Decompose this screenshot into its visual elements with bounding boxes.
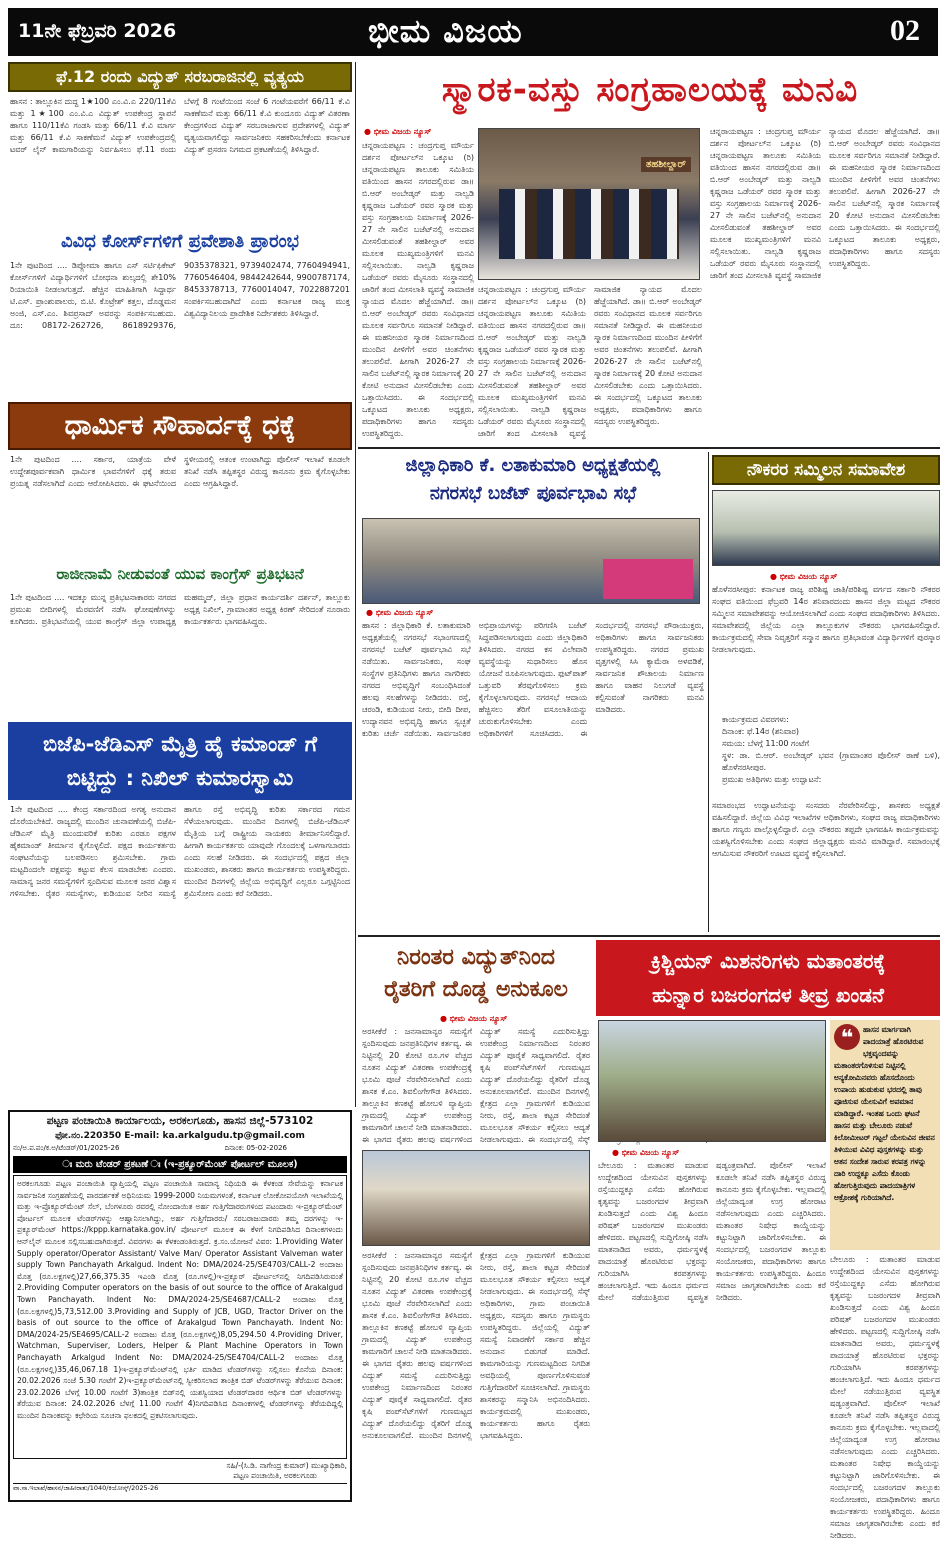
byline: ● ಭೀಮ ವಿಜಯ ನ್ಯೂಸ್	[366, 608, 433, 618]
tender-office: ಪಟ್ಟಣ ಪಂಚಾಯಿತಿ ಕಾರ್ಯಾಲಯ, ಅರಕಲಗೂಡು, ಹಾಸನ ಜಿಲ್ಲೆ-573102	[46, 1115, 314, 1127]
event-details: ಕಾರ್ಯಕ್ರಮದ ವಿವರಗಳು: ದಿನಾಂಕ: ಫೆ.14ರ (ಶನಿವಾರ) ಸಮಯ: ಬೆಳಗ್ಗೆ 11:00 ಗಂಟೆಗೆ ಸ್ಥಳ: ಡಾ. ಬಿ.ಆರ್. ಅಂಬೇಡ್ಕರ್ ಭವನ (ಗ್ರಾಮಾಂತರ ಪೊಲೀಸ್ ಠಾಣೆ ಬಳಿ), ಹೊಳೆನರಸೀಪುರ. ಪ್ರಮುಖ ಅತಿಥಿಗಳು ಮತ್ತು ಉದ್ಘಾಟನೆ:	[722, 715, 940, 784]
article-protest-body: 1ನೇ ಪುಟದಿಂದ .... ಇದಕ್ಕೂ ಮುನ್ನ ಪ್ರತಿಭಟನಾಕಾರರು ನಗರದ ಪ್ರಮುಖ ಬೀದಿಗಳಲ್ಲಿ ಮೆರವಣಿಗೆ ನಡೆಸಿ ಘೋಷಣೆಗಳನ್ನು ಕೂಗಿದರು. ಪ್ರತಿಭಟನೆಯಲ್ಲಿ ಯುವ ಕಾಂಗ್ರೆಸ್ ಜಿಲ್ಲಾ ಉಪಾಧ್ಯಕ್ಷ ಮಹಮ್ಮದ್, ಜಿಲ್ಲಾ ಪ್ರಧಾನ ಕಾರ್ಯದರ್ಶಿ ದರ್ಶನ್, ತಾಲ್ಲೂಕು ಅಧ್ಯಕ್ಷ ನಿಖಿಲ್, ಗ್ರಾಮಾಂತರ ಅಧ್ಯಕ್ಷ ಕಿರಣ್ ಸೇರಿದಂತೆ ನೂರಾರು ಕಾರ್ಯಕರ್ತರು ಭಾಗವಹಿಸಿದ್ದರು.	[10, 593, 350, 626]
headline-museum: ಸ್ಮಾರಕ-ವಸ್ತು ಸಂಗ್ರಹಾಲಯಕ್ಕೆ ಮನವಿ	[441, 70, 859, 110]
article-power-cut-body: ಹಾಸನ : ತಾಲ್ಲೂಕಿನ ದುದ್ದ 1★100 ಎಂ.ವಿ.ಎ 220/11ಕೆವಿ ಮತ್ತು 1★100 ಎಂ.ವಿ.ಎ ವಿದ್ಯುತ್ ಉಪಕೇಂದ್ರ ಸ್ಥಾಪನೆ ಹಾಗೂ 110/11ಕೆವಿ ಗಂಡಸಿ ಮತ್ತು 66/11 ಕೆ.ವಿ ಮಾರ್ಗ ಮತ್ತು 66/11 ಕೆ.ವಿ ಸಾಕಣೆಮನೆ ವಿದ್ಯುತ್ ಉಪಕೇಂದ್ರದಲ್ಲಿ ಟವರ್ ಲೈನ್ ಕಾಮಗಾರಿಯನ್ನು ನಿರ್ವಹಿಸಲು ಫೆ.11 ರಂದು ಬೆಳಗ್ಗೆ 8 ಗಂಟೆಯಿಂದ ಸಂಜೆ 6 ಗಂಟೆಯವರೆಗೆ 66/11 ಕೆ.ವಿ ಸಾಕಣೆಮನೆ ಮತ್ತು 66/11 ಕೆ.ವಿ ಕುಂದೂರು ವಿದ್ಯುತ್ ವಿತರಣಾ ಕೇಂದ್ರಗಳಿಂದ ವಿದ್ಯುತ್ ಸರಬರಾಜಾಗುವ ಪ್ರದೇಶಗಳಲ್ಲಿ ವಿದ್ಯುತ್ ವ್ಯತ್ಯಯವಾಗಲಿದ್ದು ಸಾರ್ವಜನಿಕರು ಸಹಕರಿಸಬೇಕೆಂದು ಕರ್ನಾಟಕ ವಿದ್ಯುತ್ ಪ್ರಸರಣ ನಿಗಮದ ಪ್ರಕಟಣೆಯಲ್ಲಿ ತಿಳಿಸಿದ್ದಾರೆ.	[10, 97, 350, 154]
quote-box: ❝ ಹಾಸನ ಮಾರ್ಗವಾಗಿ ಪಾದಯಾತ್ರೆ ಹೊರಟಿರುವ ಭಕ್ತವೃಂದವನ್ನು ಮತಾಂತರಗೊಳಿಸುವ ನಿಟ್ಟಿನಲ್ಲಿ ಅನ್ಯಕೋಮಿನವರು ಹೊಸದೊಂದು ಉಪಾಯ ಹುಡುಕುವ ಭರದಲ್ಲಿ ತಾವು ಪೂಜಿಸುವ ಯೇಸುವಿಗೆ ಅಪಮಾನ ಮಾಡಿದ್ದಾರೆ. ಇಂತಹ ಒಂದು ಘಟನೆ ಹಾಸನ ಮತ್ತು ಬೇಲೂರು ನಡುವೆ ಕಿಲೋಮೀಟರ್ ಗಟ್ಟಲೆ ಯೇಸುವಿನ ಜೀವನ ತಿಳಿಯುವ ವಿವಿಧ ಪುಸ್ತಕಗಳನ್ನು ಮತ್ತು ಆತನ ಸಂದೇಶ ಸಾರುವ ಕರಪತ್ರ ಗಳನ್ನು ದಾರಿ ಉದ್ದಕ್ಕೂ ಎಸೆದು ಕೊಂಡು ಹೋಗುತ್ತಿರುವುದು ಪಾದಯಾತ್ರಿಗಳ ಆಕ್ರೋಶಕ್ಕೆ ಗುರಿಯಾಗಿದೆ.	[830, 1020, 940, 1250]
headline-protest: ರಾಜೀನಾಮೆ ನೀಡುವಂತೆ ಯುವ ಕಾಂಗ್ರೆಸ್ ಪ್ರತಿಭಟನೆ	[56, 565, 304, 583]
tender-footer: ವಾ.ಸಾ.ಇಲಾಖೆ/ಹಾಸನ/ಜಾಹೀರಾತು/1040/ಕಿಯೋಸ್ಕ್/2025-26	[13, 1483, 347, 1493]
article-employees-body: ಹೊಳೆನರಸೀಪುರ: ಕರ್ನಾಟಕ ರಾಜ್ಯ ಪರಿಶಿಷ್ಟ ಜಾತಿ/ಪರಿಶಿಷ್ಟ ವರ್ಗದ ಸರ್ಕಾರಿ ನೌಕರರ ಸಂಘದ ವತಿಯಿಂದ ಫೆಬ್ರವರಿ 14ರ ಶನಿವಾರದಂದು ಹಾಸನ ಜಿಲ್ಲಾ ಮಟ್ಟದ ನೌಕರರ ಸಮ್ಮಿಲನ ಸಮಾವೇಶವನ್ನು ಆಯೋಜಿಸಲಾಗಿದೆ ಎಂದು ಸಂಘದ ಪದಾಧಿಕಾರಿಗಳು ತಿಳಿಸಿದರು. ಸಮಾವೇಶದಲ್ಲಿ ಜಿಲ್ಲೆಯ ಎಲ್ಲಾ ತಾಲ್ಲೂಕುಗಳ ನೌಕರರು ಭಾಗವಹಿಸಲಿದ್ದಾರೆ. ಕಾರ್ಯಕ್ರಮದಲ್ಲಿ ಸೇವಾ ನಿವೃತ್ತರಿಗೆ ಸನ್ಮಾನ ಹಾಗೂ ಪ್ರತಿಭಾವಂತ ವಿದ್ಯಾರ್ಥಿಗಳಿಗೆ ಪುರಸ್ಕಾರ ನೀಡಲಾಗುವುದು.	[712, 585, 940, 654]
article-alliance-body: 1ನೇ ಪುಟದಿಂದ .... ಕೇಂದ್ರ ಸರ್ಕಾರದಿಂದ ಅಗತ್ಯ ಅನುದಾನ ದೊರೆಯಬೇಕಿದೆ. ರಾಜ್ಯದಲ್ಲಿ ಮುಂದಿನ ಚುನಾವಣೆಯಲ್ಲಿ ಬಿಜೆಪಿ-ಜೆಡಿಎಸ್ ಮೈತ್ರಿ ಮುಂದುವರಿಕೆ ಕುರಿತು ಎರಡೂ ಪಕ್ಷಗಳ ಹೈಕಮಾಂಡ್ ತೀರ್ಮಾನ ಕೈಗೊಳ್ಳಲಿದೆ. ಪಕ್ಷದ ಕಾರ್ಯಕರ್ತರು ಸಂಘಟನೆಯನ್ನು ಬಲಪಡಿಸಲು ಶ್ರಮಿಸಬೇಕು. ಗ್ರಾಮ ಮಟ್ಟದಿಂದಲೇ ಪಕ್ಷವನ್ನು ಕಟ್ಟುವ ಕೆಲಸ ಮಾಡಬೇಕು ಎಂದರು. ಸಾಮಾನ್ಯ ಜನರ ಸಮಸ್ಯೆಗಳಿಗೆ ಸ್ಪಂದಿಸುವ ಮೂಲಕ ಜನರ ವಿಶ್ವಾಸ ಗಳಿಸಬೇಕು. ರೈತರ ಸಮಸ್ಯೆಗಳು, ಕುಡಿಯುವ ನೀರಿನ ಸಮಸ್ಯೆ ಹಾಗೂ ರಸ್ತೆ ಅಭಿವೃದ್ಧಿ ಕುರಿತು ಸರ್ಕಾರದ ಗಮನ ಸೆಳೆಯಲಾಗುವುದು. ಮುಂದಿನ ದಿನಗಳಲ್ಲಿ ಬಿಜೆಪಿ-ಜೆಡಿಎಸ್ ಮೈತ್ರಿಯ ಬಗ್ಗೆ ರಾಷ್ಟ್ರೀಯ ನಾಯಕರು ತೀರ್ಮಾನಿಸಲಿದ್ದಾರೆ. ಹೀಗಾಗಿ ಕಾರ್ಯಕರ್ತರು ಯಾವುದೇ ಗೊಂದಲಕ್ಕೆ ಒಳಗಾಗಬಾರದು ಎಂದು ಸಲಹೆ ನೀಡಿದರು. ಈ ಸಂದರ್ಭದಲ್ಲಿ ಪಕ್ಷದ ಜಿಲ್ಲಾ ಮುಖಂಡರು, ಶಾಸಕರು ಹಾಗೂ ಕಾರ್ಯಕರ್ತರು ಉಪಸ್ಥಿತರಿದ್ದರು. ಮುಂದಿನ ದಿನಗಳಲ್ಲಿ ಜಿಲ್ಲೆಯ ಅಭಿವೃದ್ಧಿಗೆ ಎಲ್ಲರೂ ಒಗ್ಗಟ್ಟಿನಿಂದ ಶ್ರಮಿಸೋಣ ಎಂದು ಕರೆ ನೀಡಿದರು.	[10, 805, 350, 898]
issue-date: 11ನೇ ಫೆಬ್ರವರಿ 2026	[18, 20, 177, 42]
tender-notice	[8, 1110, 352, 1502]
byline: ● ಭೀಮ ವಿಜಯ ನ್ಯೂಸ್	[770, 572, 837, 582]
column-divider	[708, 452, 709, 932]
photo-electricity-event	[362, 1150, 590, 1246]
headline-electricity: ನಿರಂತರ ವಿದ್ಯುತ್‌ನಿಂದ ರೈತರಿಗೆ ದೊಡ್ಡ ಅನುಕೂಲ	[384, 945, 568, 1002]
headline-alliance: ಬಿಜೆಪಿ-ಜೆಡಿಎಸ್ ಮೈತ್ರಿ ಹೈ ಕಮಾಂಡ್ ಗೆ ಬಿಟ್ಟಿದ್ದು : ನಿಖಿಲ್ ಕುಮಾರಸ್ವಾಮಿ	[8, 722, 352, 800]
newspaper-logo: ಭೀಮ ವಿಜಯ	[368, 12, 523, 50]
tender-contact: ಫೋ.ನಂ.220350 E-mail: ka.arkalgudu.tp@gmail.com	[55, 1131, 305, 1141]
article-budget-body: ಹಾಸನ : ಜಿಲ್ಲಾಧಿಕಾರಿ ಕೆ. ಲತಾಕುಮಾರಿ ಅಧ್ಯಕ್ಷತೆಯಲ್ಲಿ ನಗರಸಭೆ ಸಭಾಂಗಣದಲ್ಲಿ ನಗರಸಭೆ ಬಜೆಟ್ ಪೂರ್ವಭಾವಿ ಸಭೆ ನಡೆಯಿತು. ಸಾರ್ವಜನಿಕರು, ಸಂಘ ಸಂಸ್ಥೆಗಳ ಪ್ರತಿನಿಧಿಗಳು ಹಾಗೂ ನಾಗರಿಕರು ನಗರದ ಅಭಿವೃದ್ಧಿಗೆ ಸಂಬಂಧಿಸಿದಂತೆ ಹಲವು ಸಲಹೆಗಳನ್ನು ನೀಡಿದರು. ರಸ್ತೆ, ಚರಂಡಿ, ಕುಡಿಯುವ ನೀರು, ಬೀದಿ ದೀಪ, ಉದ್ಯಾನವನ ಅಭಿವೃದ್ಧಿ ಹಾಗೂ ಸ್ವಚ್ಛತೆ ಕುರಿತು ಚರ್ಚೆ ನಡೆಯಿತು. ಸಾರ್ವಜನಿಕರ ಅಭಿಪ್ರಾಯಗಳನ್ನು ಪರಿಗಣಿಸಿ ಬಜೆಟ್ ಸಿದ್ಧಪಡಿಸಲಾಗುವುದು ಎಂದು ಜಿಲ್ಲಾಧಿಕಾರಿ ತಿಳಿಸಿದರು. ನಗರದ ಕಸ ವಿಲೇವಾರಿ ವ್ಯವಸ್ಥೆಯನ್ನು ಸುಧಾರಿಸಲು ಹೊಸ ಯೋಜನೆ ರೂಪಿಸಲಾಗುವುದು. ಫುಟ್‌ಪಾತ್ ಒತ್ತುವರಿ ತೆರವುಗೊಳಿಸಲು ಕ್ರಮ ಕೈಗೊಳ್ಳಲಾಗುವುದು. ನಗರಸಭೆ ಆದಾಯ ಹೆಚ್ಚಿಸಲು ತೆರಿಗೆ ವಸೂಲಾತಿಯನ್ನು ಚುರುಕುಗೊಳಿಸಬೇಕು ಎಂದು ಅಧಿಕಾರಿಗಳಿಗೆ ಸೂಚಿಸಿದರು. ಈ ಸಂದರ್ಭದಲ್ಲಿ ನಗರಸಭೆ ಪೌರಾಯುಕ್ತರು, ಅಧಿಕಾರಿಗಳು ಹಾಗೂ ಸಾರ್ವಜನಿಕರು ಉಪಸ್ಥಿತರಿದ್ದರು. ನಗರದ ಪ್ರಮುಖ ವೃತ್ತಗಳಲ್ಲಿ ಸಿಸಿ ಕ್ಯಾಮೆರಾ ಅಳವಡಿಕೆ, ಸಾರ್ವಜನಿಕ ಶೌಚಾಲಯ ನಿರ್ಮಾಣ ಹಾಗೂ ವಾಹನ ನಿಲುಗಡೆ ವ್ಯವಸ್ಥೆ ಕಲ್ಪಿಸುವಂತೆ ನಾಗರಿಕರು ಮನವಿ ಮಾಡಿದರು.	[362, 621, 704, 738]
article-museum-body-cont: ಚನ್ನರಾಯಪಟ್ಟಣ : ಚಂದ್ರಗುಪ್ತ ಮೌರ್ಯ ದರ್ಶನ ಪೋರ್ಟಲ್‌ನ ಒಕ್ಕೂಟ (ರಿ) ಚನ್ನರಾಯಪಟ್ಟಣ ತಾಲೂಕು ಸಮಿತಿಯ ವತಿಯಿಂದ ಹಾಸನ ನಗರದಲ್ಲಿರುವ ಡಾ॥ ಬಿ.ಆರ್ ಅಂಬೇಡ್ಕರ್ ಮತ್ತು ನಾಲ್ವಡಿ ಕೃಷ್ಣರಾಜ ಒಡೆಯರ್ ರವರ ಸ್ಮಾರಕ ಮತ್ತು ವಸ್ತು ಸಂಗ್ರಹಾಲಯ ನಿರ್ಮಾಣಕ್ಕೆ 2026-27 ನೇ ಸಾಲಿನ ಬಜೆಟ್‌ನಲ್ಲಿ ಅನುದಾನ ಮೀಸಲಿಡುವಂತೆ ತಹಶೀಲ್ದಾರ್ ಅವರ ಮೂಲಕ ಮುಖ್ಯಮಂತ್ರಿಗಳಿಗೆ ಮನವಿ ಸಲ್ಲಿಸಲಾಯಿತು. ನಾಲ್ವಡಿ ಕೃಷ್ಣರಾಜ ಒಡೆಯರ್ ರವರು ಮೈಸೂರು ಸಂಸ್ಥಾನದಲ್ಲಿ ಜಾರಿಗೆ ತಂದ ಮೀಸಲಾತಿ ವ್ಯವಸ್ಥೆ ಸಾಮಾಜಿಕ ನ್ಯಾಯದ ಮೊದಲ ಹೆಜ್ಜೆಯಾಗಿದೆ. ಡಾ॥ ಬಿ.ಆರ್ ಅಂಬೇಡ್ಕರ್ ರವರು ಸಂವಿಧಾನದ ಮೂಲಕ ಸರ್ವರಿಗೂ ಸಮಾನತೆ ನೀಡಿದ್ದಾರೆ. ಈ ಮಹನೀಯರ ಸ್ಮಾರಕ ನಿರ್ಮಾಣದಿಂದ ಮುಂದಿನ ಪೀಳಿಗೆಗೆ ಅವರ ಚಿಂತನೆಗಳು ತಲುಪಲಿವೆ. ಹೀಗಾಗಿ 2026-27 ನೇ ಸಾಲಿನ ಬಜೆಟ್‌ನಲ್ಲಿ ಸ್ಮಾರಕ ನಿರ್ಮಾಣಕ್ಕೆ 20 ಕೋಟಿ ಅನುದಾನ ಮೀಸಲಿಡಬೇಕು ಎಂದು ಒತ್ತಾಯಿಸಿದರು. ಈ ಸಂದರ್ಭದಲ್ಲಿ ಒಕ್ಕೂಟದ ತಾಲೂಕು ಅಧ್ಯಕ್ಷರು, ಪದಾಧಿಕಾರಿಗಳು ಹಾಗೂ ಸದಸ್ಯರು ಉಪಸ್ಥಿತರಿದ್ದರು.	[478, 285, 702, 438]
photo-conversion-protest	[598, 1020, 826, 1142]
tender-title: ಃ ಮರು ಟೆಂಡರ್ ಪ್ರಕಟಣೆ ಃ (ಇ-ಪ್ರಕ್ಯೂರ್‌ಮೆಂಟ್ ಪೋರ್ಟಲ್ ಮೂಲಕ)	[13, 1156, 347, 1173]
article-courses-body: 1ನೇ ಪುಟದಿಂದ .... ಡಿಪ್ಲೋಮಾ ಹಾಗೂ ಎಸ್ ಸರ್ಟಿಫಿಕೇಟ್ ಕೋರ್ಸ್‌ಗಳಿಗೆ ವಿದ್ಯಾರ್ಥಿಗಳಿಗೆ ಬೋಧನಾ ಶುಲ್ಕದಲ್ಲಿ ಶೇ10% ರಿಯಾಯಿತಿ ನೀಡಲಾಗುತ್ತದೆ. ಹೆಚ್ಚಿನ ಮಾಹಿತಿಗಾಗಿ ಸಿದ್ದಾರ್ಥ ಟಿ.ಎಸ್. ಪ್ರಾಂಶುಪಾಲರು, ಬಿ.ಟಿ. ಕೊಟ್ರೇಶ್ ಕತ್ತಲ, ದೊಡ್ಡಮನ ಅಂಜಿ, ಎಸ್.ಎಂ. ಶಿವಪ್ರಸಾದ್ ಅವರನ್ನು ಸಂಪರ್ಕಿಸಬಹುದು. ದೂ: 08172-262726, 8618929376, 9035378321, 9739402474, 7760494941, 7760546404, 9844242644, 9900787174, 8453378713, 7760014047, 7022887201 ಸಂಪರ್ಕಿಸಬಹುದಾಗಿದೆ ಎಂದು ಕರ್ನಾಟಕ ರಾಜ್ಯ ಮುಕ್ತ ವಿಶ್ವವಿದ್ಯಾನಿಲಯ ಪ್ರಾದೇಶಿಕ ನಿರ್ದೇಶಕರು ತಿಳಿಸಿದ್ದಾರೆ.	[10, 261, 350, 330]
tender-signature-office: ಪಟ್ಟಣ ಪಂಚಾಯಿತಿ, ಅರಕಲಗೂಡು	[233, 1471, 317, 1480]
headline-power-cut: ಫೆ.12 ರಂದು ವಿದ್ಯುತ್ ಸರಬರಾಜಿನಲ್ಲಿ ವ್ಯತ್ಯಯ	[8, 62, 352, 92]
tender-signature: ಸಹಿ/-(ಸಿ.ಡಿ. ನಾಗೇಂದ್ರ ಕುಮಾರ್) ಮುಖ್ಯಾಧಿಕಾರಿ,	[226, 1461, 347, 1470]
headline-conversion: ಕ್ರಿಶ್ಚಿಯನ್ ಮಿಶನರಿಗಳು ಮತಾಂತರಕ್ಕೆ ಹುನ್ನಾರ ಬಜರಂಗದಳ ತೀವ್ರ ಖಂಡನೆ	[596, 940, 940, 1016]
section-divider	[358, 447, 940, 449]
page-number: 02	[890, 14, 920, 47]
article-conversion-body: ಬೇಲೂರು : ಮತಾಂತರ ಮಾಡುವ ಉದ್ದೇಶದಿಂದ ಯೇಸುವಿನ ಪುಸ್ತಕಗಳನ್ನು ರಸ್ತೆಯುದ್ದಕ್ಕೂ ಎಸೆದು ಹೋಗಿರುವ ಕೃತ್ಯವನ್ನು ಬಜರಂಗದಳ ತೀವ್ರವಾಗಿ ಖಂಡಿಸುತ್ತದೆ ಎಂದು ವಿಶ್ವ ಹಿಂದೂ ಪರಿಷತ್ ಬಜರಂಗದಳ ಮುಖಂಡರು ಹೇಳಿದರು. ಪಟ್ಟಣದಲ್ಲಿ ಸುದ್ದಿಗೋಷ್ಠಿ ನಡೆಸಿ ಮಾತನಾಡಿದ ಅವರು, ಧರ್ಮಸ್ಥಳಕ್ಕೆ ಪಾದಯಾತ್ರೆ ಹೊರಟಿರುವ ಭಕ್ತರನ್ನು ಗುರಿಯಾಗಿಸಿ ಕರಪತ್ರಗಳನ್ನು ಹಂಚಲಾಗುತ್ತಿದೆ. ಇದು ಹಿಂದೂ ಧರ್ಮದ ಮೇಲೆ ನಡೆಯುತ್ತಿರುವ ವ್ಯವಸ್ಥಿತ ಷಡ್ಯಂತ್ರವಾಗಿದೆ. ಪೊಲೀಸ್ ಇಲಾಖೆ ಕೂಡಲೇ ತನಿಖೆ ನಡೆಸಿ ತಪ್ಪಿತಸ್ಥರ ವಿರುದ್ಧ ಕಾನೂನು ಕ್ರಮ ಕೈಗೊಳ್ಳಬೇಕು. ಇಲ್ಲವಾದಲ್ಲಿ ಜಿಲ್ಲೆಯಾದ್ಯಂತ ಉಗ್ರ ಹೋರಾಟ ನಡೆಸಲಾಗುವುದು ಎಂದು ಎಚ್ಚರಿಸಿದರು. ಮತಾಂತರ ನಿಷೇಧ ಕಾಯ್ದೆಯನ್ನು ಕಟ್ಟುನಿಟ್ಟಾಗಿ ಜಾರಿಗೊಳಿಸಬೇಕು. ಈ ಸಂದರ್ಭದಲ್ಲಿ ಬಜರಂಗದಳ ತಾಲ್ಲೂಕು ಸಂಯೋಜಕರು, ಪದಾಧಿಕಾರಿಗಳು ಹಾಗೂ ಕಾರ್ಯಕರ್ತರು ಉಪಸ್ಥಿತರಿದ್ದರು. ಹಿಂದೂ ಸಮಾಜ ಜಾಗೃತರಾಗಿರಬೇಕು ಎಂದು ಕರೆ ನೀಡಿದರು.	[598, 1161, 826, 1302]
byline: ● ಭೀಮ ವಿಜಯ ನ್ಯೂಸ್	[612, 1148, 679, 1158]
headline-harmony: ಧಾರ್ಮಿಕ ಸೌಹಾರ್ದಕ್ಕೆ ಧಕ್ಕೆ	[8, 402, 352, 450]
article-conversion-body-right: ಬೇಲೂರು : ಮತಾಂತರ ಮಾಡುವ ಉದ್ದೇಶದಿಂದ ಯೇಸುವಿನ ಪುಸ್ತಕಗಳನ್ನು ರಸ್ತೆಯುದ್ದಕ್ಕೂ ಎಸೆದು ಹೋಗಿರುವ ಕೃತ್ಯವನ್ನು ಬಜರಂಗದಳ ತೀವ್ರವಾಗಿ ಖಂಡಿಸುತ್ತದೆ ಎಂದು ವಿಶ್ವ ಹಿಂದೂ ಪರಿಷತ್ ಬಜರಂಗದಳ ಮುಖಂಡರು ಹೇಳಿದರು. ಪಟ್ಟಣದಲ್ಲಿ ಸುದ್ದಿಗೋಷ್ಠಿ ನಡೆಸಿ ಮಾತನಾಡಿದ ಅವರು, ಧರ್ಮಸ್ಥಳಕ್ಕೆ ಪಾದಯಾತ್ರೆ ಹೊರಟಿರುವ ಭಕ್ತರನ್ನು ಗುರಿಯಾಗಿಸಿ ಕರಪತ್ರಗಳನ್ನು ಹಂಚಲಾಗುತ್ತಿದೆ. ಇದು ಹಿಂದೂ ಧರ್ಮದ ಮೇಲೆ ನಡೆಯುತ್ತಿರುವ ವ್ಯವಸ್ಥಿತ ಷಡ್ಯಂತ್ರವಾಗಿದೆ. ಪೊಲೀಸ್ ಇಲಾಖೆ ಕೂಡಲೇ ತನಿಖೆ ನಡೆಸಿ ತಪ್ಪಿತಸ್ಥರ ವಿರುದ್ಧ ಕಾನೂನು ಕ್ರಮ ಕೈಗೊಳ್ಳಬೇಕು. ಇಲ್ಲವಾದಲ್ಲಿ ಜಿಲ್ಲೆಯಾದ್ಯಂತ ಉಗ್ರ ಹೋರಾಟ ನಡೆಸಲಾಗುವುದು ಎಂದು ಎಚ್ಚರಿಸಿದರು. ಮತಾಂತರ ನಿಷೇಧ ಕಾಯ್ದೆಯನ್ನು ಕಟ್ಟುನಿಟ್ಟಾಗಿ ಜಾರಿಗೊಳಿಸಬೇಕು. ಈ ಸಂದರ್ಭದಲ್ಲಿ ಬಜರಂಗದಳ ತಾಲ್ಲೂಕು ಸಂಯೋಜಕರು, ಪದಾಧಿಕಾರಿಗಳು ಹಾಗೂ ಕಾರ್ಯಕರ್ತರು ಉಪಸ್ಥಿತರಿದ್ದರು. ಹಿಂದೂ ಸಮಾಜ ಜಾಗೃತರಾಗಿರಬೇಕು ಎಂದು ಕರೆ ನೀಡಿದರು.	[830, 1255, 940, 1540]
article-harmony-body: 1ನೇ ಪುಟದಿಂದ .... ಸರ್ಕಾರ, ಯಾತ್ರೆಯ ವೇಳೆ ಉದ್ದೇಶಪೂರ್ವಕವಾಗಿ ಧಾರ್ಮಿಕ ಭಾವನೆಗಳಿಗೆ ಧಕ್ಕೆ ತರುವ ಪ್ರಯತ್ನ ನಡೆಸಲಾಗಿದೆ ಎಂದು ಆರೋಪಿಸಿದರು. ಈ ಘಟನೆಯಿಂದ ಸ್ಥಳೀಯರಲ್ಲಿ ಆತಂಕ ಉಂಟಾಗಿದ್ದು ಪೊಲೀಸ್ ಇಲಾಖೆ ಕೂಡಲೇ ತನಿಖೆ ನಡೆಸಿ ತಪ್ಪಿತಸ್ಥರ ವಿರುದ್ಧ ಕಾನೂನು ಕ್ರಮ ಕೈಗೊಳ್ಳಬೇಕು ಎಂದು ಆಗ್ರಹಿಸಿದ್ದಾರೆ.	[10, 455, 350, 488]
photo-sign: ತಹಶೀಲ್ದಾರ್	[641, 157, 691, 172]
article-employees-body-cont: ಸಮಾರಂಭದ ಉದ್ಘಾಟನೆಯನ್ನು ಸಂಸದರು ನೆರವೇರಿಸಲಿದ್ದು, ಶಾಸಕರು ಅಧ್ಯಕ್ಷತೆ ವಹಿಸಲಿದ್ದಾರೆ. ಜಿಲ್ಲೆಯ ವಿವಿಧ ಇಲಾಖೆಗಳ ಅಧಿಕಾರಿಗಳು, ಸಂಘದ ರಾಜ್ಯ ಪದಾಧಿಕಾರಿಗಳು ಹಾಗೂ ಗಣ್ಯರು ಪಾಲ್ಗೊಳ್ಳಲಿದ್ದಾರೆ. ಎಲ್ಲಾ ನೌಕರರು ತಪ್ಪದೇ ಭಾಗವಹಿಸಿ ಕಾರ್ಯಕ್ರಮವನ್ನು ಯಶಸ್ವಿಗೊಳಿಸಬೇಕು ಎಂದು ಸಂಘದ ಜಿಲ್ಲಾಧ್ಯಕ್ಷರು ಮನವಿ ಮಾಡಿದ್ದಾರೆ. ಸಮಾರಂಭಕ್ಕೆ ಆಗಮಿಸುವ ನೌಕರರಿಗೆ ಊಟದ ವ್ಯವಸ್ಥೆ ಕಲ್ಪಿಸಲಾಗಿದೆ.	[712, 801, 940, 858]
quote-icon: ❝	[834, 1024, 860, 1050]
article-electricity-body: ಅರಸೀಕೆರೆ : ಜನಸಾಮಾನ್ಯರ ಸಮಸ್ಯೆಗೆ ಸ್ಪಂದಿಸುವುದು ಜನಪ್ರತಿನಿಧಿಗಳ ಕರ್ತವ್ಯ. ಈ ನಿಟ್ಟಿನಲ್ಲಿ 20 ಕೋಟಿ ರೂ.ಗಳ ವೆಚ್ಚದ ನೂತನ ವಿದ್ಯುತ್ ವಿತರಣಾ ಉಪಕೇಂದ್ರಕ್ಕೆ ಭೂಮಿ ಪೂಜೆ ನೆರವೇರಿಸಲಾಗಿದೆ ಎಂದು ಶಾಸಕ ಕೆ.ಎಂ. ಶಿವಲಿಂಗೇಗೌಡ ತಿಳಿಸಿದರು. ತಾಲ್ಲೂಕಿನ ಕಣಕಟ್ಟೆ ಹೋಬಳಿ ವ್ಯಾಪ್ತಿಯ ಗ್ರಾಮದಲ್ಲಿ ವಿದ್ಯುತ್ ಉಪಕೇಂದ್ರ ಕಾಮಗಾರಿಗೆ ಚಾಲನೆ ನೀಡಿ ಮಾತನಾಡಿದರು. ಈ ಭಾಗದ ರೈತರು ಹಲವು ವರ್ಷಗಳಿಂದ ವಿದ್ಯುತ್ ಸಮಸ್ಯೆ ಎದುರಿಸುತ್ತಿದ್ದು ಉಪಕೇಂದ್ರ ನಿರ್ಮಾಣದಿಂದ ನಿರಂತರ ವಿದ್ಯುತ್ ಪೂರೈಕೆ ಸಾಧ್ಯವಾಗಲಿದೆ. ರೈತರ ಕೃಷಿ ಪಂಪ್‌ಸೆಟ್‌ಗಳಿಗೆ ಗುಣಮಟ್ಟದ ವಿದ್ಯುತ್ ದೊರೆಯಲಿದ್ದು ರೈತರಿಗೆ ದೊಡ್ಡ ಅನುಕೂಲವಾಗಲಿದೆ. ಮುಂದಿನ ದಿನಗಳಲ್ಲಿ ಕ್ಷೇತ್ರದ ಎಲ್ಲಾ ಗ್ರಾಮಗಳಿಗೆ ಕುಡಿಯುವ ನೀರು, ರಸ್ತೆ, ಶಾಲಾ ಕಟ್ಟಡ ಸೇರಿದಂತೆ ಮೂಲಭೂತ ಸೌಕರ್ಯ ಕಲ್ಪಿಸಲು ಆದ್ಯತೆ ನೀಡಲಾಗುವುದು. ಈ ಸಂದರ್ಭದಲ್ಲಿ ಸೆಸ್ಕ್	[362, 1027, 590, 1144]
masthead	[8, 8, 938, 56]
article-museum-body: ಚನ್ನರಾಯಪಟ್ಟಣ : ಚಂದ್ರಗುಪ್ತ ಮೌರ್ಯ ದರ್ಶನ ಪೋರ್ಟಲ್‌ನ ಒಕ್ಕೂಟ (ರಿ) ಚನ್ನರಾಯಪಟ್ಟಣ ತಾಲೂಕು ಸಮಿತಿಯ ವತಿಯಿಂದ ಹಾಸನ ನಗರದಲ್ಲಿರುವ ಡಾ॥ ಬಿ.ಆರ್ ಅಂಬೇಡ್ಕರ್ ಮತ್ತು ನಾಲ್ವಡಿ ಕೃಷ್ಣರಾಜ ಒಡೆಯರ್ ರವರ ಸ್ಮಾರಕ ಮತ್ತು ವಸ್ತು ಸಂಗ್ರಹಾಲಯ ನಿರ್ಮಾಣಕ್ಕೆ 2026-27 ನೇ ಸಾಲಿನ ಬಜೆಟ್‌ನಲ್ಲಿ ಅನುದಾನ ಮೀಸಲಿಡುವಂತೆ ತಹಶೀಲ್ದಾರ್ ಅವರ ಮೂಲಕ ಮುಖ್ಯಮಂತ್ರಿಗಳಿಗೆ ಮನವಿ ಸಲ್ಲಿಸಲಾಯಿತು. ನಾಲ್ವಡಿ ಕೃಷ್ಣರಾಜ ಒಡೆಯರ್ ರವರು ಮೈಸೂರು ಸಂಸ್ಥಾನದಲ್ಲಿ ಜಾರಿಗೆ ತಂದ ಮೀಸಲಾತಿ ವ್ಯವಸ್ಥೆ ಸಾಮಾಜಿಕ ನ್ಯಾಯದ ಮೊದಲ ಹೆಜ್ಜೆಯಾಗಿದೆ. ಡಾ॥ ಬಿ.ಆರ್ ಅಂಬೇಡ್ಕರ್ ರವರು ಸಂವಿಧಾನದ ಮೂಲಕ ಸರ್ವರಿಗೂ ಸಮಾನತೆ ನೀಡಿದ್ದಾರೆ. ಈ ಮಹನೀಯರ ಸ್ಮಾರಕ ನಿರ್ಮಾಣದಿಂದ ಮುಂದಿನ ಪೀಳಿಗೆಗೆ ಅವರ ಚಿಂತನೆಗಳು ತಲುಪಲಿವೆ. ಹೀಗಾಗಿ 2026-27 ನೇ ಸಾಲಿನ ಬಜೆಟ್‌ನಲ್ಲಿ ಸ್ಮಾರಕ ನಿರ್ಮಾಣಕ್ಕೆ 20 ಕೋಟಿ ಅನುದಾನ ಮೀಸಲಿಡಬೇಕು ಎಂದು ಒತ್ತಾಯಿಸಿದರು. ಈ ಸಂದರ್ಭದಲ್ಲಿ ಒಕ್ಕೂಟದ ತಾಲೂಕು ಅಧ್ಯಕ್ಷರು, ಪದಾಧಿಕಾರಿಗಳು ಹಾಗೂ ಸದಸ್ಯರು ಉಪಸ್ಥಿತರಿದ್ದರು.	[362, 141, 474, 438]
tender-date: ದಿನಾಂಕ: 05-02-2026	[224, 1144, 287, 1152]
byline: ● ಭೀಮ ವಿಜಯ ನ್ಯೂಸ್	[364, 127, 431, 137]
byline: ● ಭೀಮ ವಿಜಯ ನ್ಯೂಸ್	[440, 1014, 507, 1024]
headline-employees: ನೌಕರರ ಸಮ್ಮಿಲನ ಸಮಾವೇಶ	[712, 455, 940, 485]
headline-budget: ಜಿಲ್ಲಾಧಿಕಾರಿ ಕೆ. ಲತಾಕುಮಾರಿ ಅಧ್ಯಕ್ಷತೆಯಲ್ಲಿ ನಗರಸಭೆ ಬಜೆಟ್ ಪೂರ್ವಭಾವಿ ಸಭೆ	[405, 455, 661, 504]
tender-ref: ನಂ/ಅ.ಪ.ಪಂ/ಕ.ಅ/ಟೆಂಡರ್/01/2025-26	[13, 1144, 120, 1152]
column-divider	[355, 62, 356, 1107]
photo-budget-meeting	[362, 518, 700, 604]
photo-museum-petition	[478, 128, 700, 280]
article-museum-body-right: ಚನ್ನರಾಯಪಟ್ಟಣ : ಚಂದ್ರಗುಪ್ತ ಮೌರ್ಯ ದರ್ಶನ ಪೋರ್ಟಲ್‌ನ ಒಕ್ಕೂಟ (ರಿ) ಚನ್ನರಾಯಪಟ್ಟಣ ತಾಲೂಕು ಸಮಿತಿಯ ವತಿಯಿಂದ ಹಾಸನ ನಗರದಲ್ಲಿರುವ ಡಾ॥ ಬಿ.ಆರ್ ಅಂಬೇಡ್ಕರ್ ಮತ್ತು ನಾಲ್ವಡಿ ಕೃಷ್ಣರಾಜ ಒಡೆಯರ್ ರವರ ಸ್ಮಾರಕ ಮತ್ತು ವಸ್ತು ಸಂಗ್ರಹಾಲಯ ನಿರ್ಮಾಣಕ್ಕೆ 2026-27 ನೇ ಸಾಲಿನ ಬಜೆಟ್‌ನಲ್ಲಿ ಅನುದಾನ ಮೀಸಲಿಡುವಂತೆ ತಹಶೀಲ್ದಾರ್ ಅವರ ಮೂಲಕ ಮುಖ್ಯಮಂತ್ರಿಗಳಿಗೆ ಮನವಿ ಸಲ್ಲಿಸಲಾಯಿತು. ನಾಲ್ವಡಿ ಕೃಷ್ಣರಾಜ ಒಡೆಯರ್ ರವರು ಮೈಸೂರು ಸಂಸ್ಥಾನದಲ್ಲಿ ಜಾರಿಗೆ ತಂದ ಮೀಸಲಾತಿ ವ್ಯವಸ್ಥೆ ಸಾಮಾಜಿಕ ನ್ಯಾಯದ ಮೊದಲ ಹೆಜ್ಜೆಯಾಗಿದೆ. ಡಾ॥ ಬಿ.ಆರ್ ಅಂಬೇಡ್ಕರ್ ರವರು ಸಂವಿಧಾನದ ಮೂಲಕ ಸರ್ವರಿಗೂ ಸಮಾನತೆ ನೀಡಿದ್ದಾರೆ. ಈ ಮಹನೀಯರ ಸ್ಮಾರಕ ನಿರ್ಮಾಣದಿಂದ ಮುಂದಿನ ಪೀಳಿಗೆಗೆ ಅವರ ಚಿಂತನೆಗಳು ತಲುಪಲಿವೆ. ಹೀಗಾಗಿ 2026-27 ನೇ ಸಾಲಿನ ಬಜೆಟ್‌ನಲ್ಲಿ ಸ್ಮಾರಕ ನಿರ್ಮಾಣಕ್ಕೆ 20 ಕೋಟಿ ಅನುದಾನ ಮೀಸಲಿಡಬೇಕು ಎಂದು ಒತ್ತಾಯಿಸಿದರು. ಈ ಸಂದರ್ಭದಲ್ಲಿ ಒಕ್ಕೂಟದ ತಾಲೂಕು ಅಧ್ಯಕ್ಷರು, ಪದಾಧಿಕಾರಿಗಳು ಹಾಗೂ ಸದಸ್ಯರು ಉಪಸ್ಥಿತರಿದ್ದರು.	[710, 127, 940, 280]
section-divider	[358, 935, 940, 937]
photo-employees-meeting	[712, 490, 940, 566]
tender-body: ಅರಕಲಗೂಡು ಪಟ್ಟಣ ಪಂಚಾಯಿತಿ ವ್ಯಾಪ್ತಿಯಲ್ಲಿ ಪಟ್ಟಣ ಪಂಚಾಯಿತಿ ಸಾಮಾನ್ಯ ನಿಧಿಯಡಿ ಈ ಕೆಳಕಂಡ ಸೇವೆಯನ್ನು ಕರ್ನಾಟಕ ಸಾರ್ವಜನಿಕ ಸಂಗ್ರಹಣೆಯಲ್ಲಿ ಪಾರದರ್ಶಕತೆ ಅಧಿನಿಯಮ 1999-2000 ನಿಯಮಗಳಂತೆ, ಕರ್ನಾಟಕ ಲೋಕೋಪಯೋಗಿ ಇಲಾಖೆಯಲ್ಲಿ ಮತ್ತು ಇ-ಪ್ರೊಕ್ಯೂರ್‌ಮೆಂಟ್ ಸೆಲ್, ಬೆಂಗಳೂರು ರವರಲ್ಲಿ ನೋಂದಾಯಿತ ಅರ್ಹ ಗುತ್ತಿಗೆದಾರರುಗಳಿಂದ ಪಟಂದಾರು ಇ-ಪ್ರಕ್ಯೂರ್‌ಮೆಂಟ್ ಪೋರ್ಟಲ್ ಮೂಲಕ ಟೆಂಡರ್‌ಗಳನ್ನು ಆಹ್ವಾನಿಸಲಾಗಿದ್ದು, ಅರ್ಹ ಗುತ್ತಿಗೆದಾರರು/ ಸರಬರಾಜುದಾರರು ತಮ್ಮ ದರಗಳನ್ನು ಇ-ಪ್ರಕ್ಯೂರ್‌ಮೆಂಟ್ https://kppp.karnataka.gov.in/ ಪೋರ್ಟಲ್ ಮೂಲಕ ಈ ಕೆಳಗೆ ನಿಗದಿಪಡಿಸಿದ ದಿನಾಂಕಗಳಂದು ಆನ್‌ಲೈನ್ ಮೂಲಕ ಸಲ್ಲಿಸಬಹುದಾಗಿರುತ್ತದೆ. ವಿವರಗಳು ಈ ಕೆಳಕಂಡಂತಿರುತ್ತದೆ. ಕ್ರ.ಸಂ.ಯೋಜನೆ ವಿವರ: 1.Providing Water Supply operator/Operator Assistant/ Valve Man/ Operator Assistant Valveman water supply Town Panchayath Arkalgud. Indent No: DMA/2024-25/SE4703/CALL-2 ಅಂದಾಜು ಮೊತ್ತ (ರೂ.ಲಕ್ಷಗಳಲ್ಲಿ)27,66,375.35 ಇಎಂಡಿ ಮೊತ್ತ (ರೂ.ಗಳಲ್ಲಿ)ಇ-ಪ್ರಕ್ಯೂರ್ ಪೋರ್ಟಲ್‌ನಲ್ಲಿ ನಿಗದಿಪಡಿಸಿರುವಂತೆ 2.Providing Computer operators on the basis of out source to the office of Arakalgud Town Panchayath. Indent No: DMA/2024-25/SE4687/CALL-2 ಅಂದಾಜು ಮೊತ್ತ (ರೂ.ಲಕ್ಷಗಳಲ್ಲಿ)5,73,512.00 3.Providing and Supply of JCB, UGD, Tractor Driver on the basis of out source to the office of Arakalgud Town Panchayath. Indent No: DMA/2024-25/SE4695/CALL-2 ಅಂದಾಜು ಮೊತ್ತ (ರೂ.ಲಕ್ಷಗಳಲ್ಲಿ)8,05,294.50 4.Providing Driver, Watchman, Superviser, Loders, Helper & Plant Machine Operators in Town Panchayath Arkalgud Indent No: DMA/2024-25/SE4704/CALL-2 ಅಂದಾಜು ಮೊತ್ತ (ರೂ.ಲಕ್ಷಗಳಲ್ಲಿ)35,46,067.18 1)ಇ-ಪ್ರಕ್ಯೂರ್‌ಮೆಂಟ್‌ನಲ್ಲಿ ಭರ್ತಿ ಮಾಡಿದ ಟೆಂಡರ್‌ಗಳನ್ನು ಸಲ್ಲಿಸಲು ಕೊನೆಯ ದಿನಾಂಕ: 20.02.2026 ಸಂಜೆ 5.30 ಗಂಟೆಗೆ 2)ಇ-ಪ್ರಕ್ಯೂರ್‌ಮೆಂಟ್‌ನಲ್ಲಿ ಸ್ವೀಕರಿಸಲಾದ ತಾಂತ್ರಿಕ ಬಿಡ್ ಟೆಂಡರ್‌ಗಳನ್ನು ತೆರೆಯುವ ದಿನಾಂಕ: 23.02.2026 ಬೆಳಗ್ಗೆ 10.00 ಗಂಟೆಗೆ 3)ತಾಂತ್ರಿಕ ಬಿಡ್‌ನಲ್ಲಿ ಯಶಸ್ವಿಯಾದ ಟೆಂಡರ್‌ದಾರರ ಆರ್ಥಿಕ ಬಿಡ್ ಟೆಂಡರ್‌ಗಳನ್ನು ತೆರೆಯುವ ದಿನಾಂಕ: 24.02.2026 ಬೆಳಗ್ಗೆ 11.00 ಗಂಟೆಗೆ 4)ನಿಗದಿಪಡಿಸಿದ ದಿನಾಂಕಗಳಲ್ಲಿ ಟೆಂಡರ್‌ಗಳನ್ನು ತೆರೆಯದಿದ್ದಲ್ಲಿ ಮುಂದಿನ ದಿನಾಂಕವನ್ನು ಕಛೇರಿಯ ಸೂಚನಾ ಫಲಕದಲ್ಲಿ ಪ್ರಕಟಿಸಲಾಗುವುದು.	[13, 1175, 347, 1459]
article-electricity-body-cont: ಅರಸೀಕೆರೆ : ಜನಸಾಮಾನ್ಯರ ಸಮಸ್ಯೆಗೆ ಸ್ಪಂದಿಸುವುದು ಜನಪ್ರತಿನಿಧಿಗಳ ಕರ್ತವ್ಯ. ಈ ನಿಟ್ಟಿನಲ್ಲಿ 20 ಕೋಟಿ ರೂ.ಗಳ ವೆಚ್ಚದ ನೂತನ ವಿದ್ಯುತ್ ವಿತರಣಾ ಉಪಕೇಂದ್ರಕ್ಕೆ ಭೂಮಿ ಪೂಜೆ ನೆರವೇರಿಸಲಾಗಿದೆ ಎಂದು ಶಾಸಕ ಕೆ.ಎಂ. ಶಿವಲಿಂಗೇಗೌಡ ತಿಳಿಸಿದರು. ತಾಲ್ಲೂಕಿನ ಕಣಕಟ್ಟೆ ಹೋಬಳಿ ವ್ಯಾಪ್ತಿಯ ಗ್ರಾಮದಲ್ಲಿ ವಿದ್ಯುತ್ ಉಪಕೇಂದ್ರ ಕಾಮಗಾರಿಗೆ ಚಾಲನೆ ನೀಡಿ ಮಾತನಾಡಿದರು. ಈ ಭಾಗದ ರೈತರು ಹಲವು ವರ್ಷಗಳಿಂದ ವಿದ್ಯುತ್ ಸಮಸ್ಯೆ ಎದುರಿಸುತ್ತಿದ್ದು ಉಪಕೇಂದ್ರ ನಿರ್ಮಾಣದಿಂದ ನಿರಂತರ ವಿದ್ಯುತ್ ಪೂರೈಕೆ ಸಾಧ್ಯವಾಗಲಿದೆ. ರೈತರ ಕೃಷಿ ಪಂಪ್‌ಸೆಟ್‌ಗಳಿಗೆ ಗುಣಮಟ್ಟದ ವಿದ್ಯುತ್ ದೊರೆಯಲಿದ್ದು ರೈತರಿಗೆ ದೊಡ್ಡ ಅನುಕೂಲವಾಗಲಿದೆ. ಮುಂದಿನ ದಿನಗಳಲ್ಲಿ ಕ್ಷೇತ್ರದ ಎಲ್ಲಾ ಗ್ರಾಮಗಳಿಗೆ ಕುಡಿಯುವ ನೀರು, ರಸ್ತೆ, ಶಾಲಾ ಕಟ್ಟಡ ಸೇರಿದಂತೆ ಮೂಲಭೂತ ಸೌಕರ್ಯ ಕಲ್ಪಿಸಲು ಆದ್ಯತೆ ನೀಡಲಾಗುವುದು. ಈ ಸಂದರ್ಭದಲ್ಲಿ ಸೆಸ್ಕ್ ಅಧಿಕಾರಿಗಳು, ಗ್ರಾಮ ಪಂಚಾಯಿತಿ ಅಧ್ಯಕ್ಷರು, ಸದಸ್ಯರು ಹಾಗೂ ಗ್ರಾಮಸ್ಥರು ಉಪಸ್ಥಿತರಿದ್ದರು. ಜಿಲ್ಲೆಯಲ್ಲಿ ವಿದ್ಯುತ್ ಸಮಸ್ಯೆ ನಿವಾರಣೆಗೆ ಸರ್ಕಾರ ಹೆಚ್ಚಿನ ಅನುದಾನ ಬಿಡುಗಡೆ ಮಾಡಿದೆ. ಕಾಮಗಾರಿಯನ್ನು ಗುಣಮಟ್ಟದಿಂದ ನಿಗದಿತ ಅವಧಿಯಲ್ಲಿ ಪೂರ್ಣಗೊಳಿಸುವಂತೆ ಗುತ್ತಿಗೆದಾರರಿಗೆ ಸೂಚಿಸಲಾಗಿದೆ. ಗ್ರಾಮಸ್ಥರು ಶಾಸಕರನ್ನು ಸನ್ಮಾನಿಸಿ ಅಭಿನಂದಿಸಿದರು. ಕಾರ್ಯಕ್ರಮದಲ್ಲಿ ಮುಖಂಡರು, ಕಾರ್ಯಕರ್ತರು ಹಾಗೂ ರೈತರು ಭಾಗವಹಿಸಿದ್ದರು.	[362, 1251, 590, 1440]
headline-courses: ವಿವಿಧ ಕೋರ್ಸ್‌ಗಳಿಗೆ ಪ್ರವೇಶಾತಿ ಪ್ರಾರಂಭ	[61, 230, 299, 252]
